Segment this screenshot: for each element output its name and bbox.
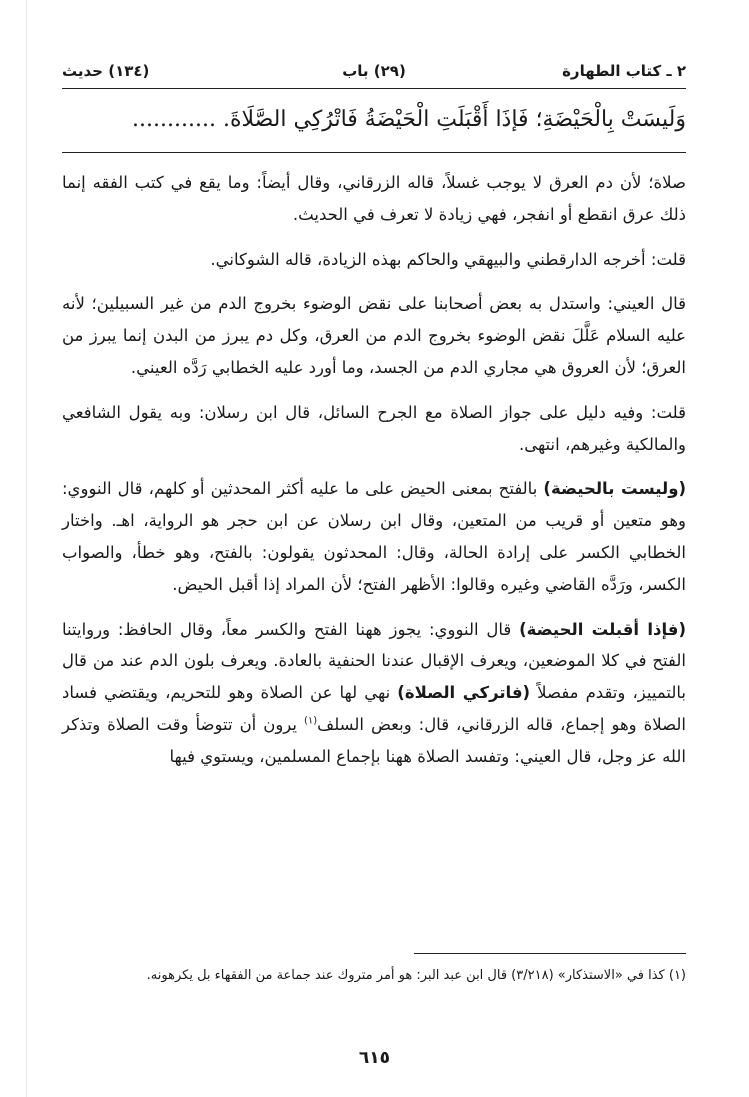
paragraph-3: قال العيني: واستدل به بعض أصحابنا على نقض الوضوء بخروج الدم من غير السبيلين؛ لأنه عليه السلام عَلَّلَ نقض الوضوء بخروج الدم من العرق، وكل دم يبرز من البدن إنما يبرز من العرق؛ لأن العروق هي مجاري الدم من الجسد، وما أورد عليه الخطابي رَدَّه العيني. — [62, 294, 686, 377]
running-header — [62, 62, 686, 86]
footnote-reference[interactable]: (١) — [303, 715, 318, 727]
scan-edge-line — [26, 0, 27, 1097]
paragraph-6-text: قال النووي: يجوز ههنا الفتح والكسر معاً، وقال الحافظ: وروايتنا الفتح في كلا الموضعين، ويعرف الإقبال عندنا الحنفية بالعادة. ويعرف بلون الدم عند من قال بالتمييز، وتقدم مفصلاً — [62, 619, 686, 703]
header-rule — [62, 88, 686, 89]
paragraph-5-text: بالفتح بمعنى الحيض على ما عليه أكثر المحدثين أو كلهم، قال النووي: وهو متعين أو قريب من المتعين، وقال ابن رسلان عن ابن حجر هو الرواية، اهـ. واختار الخطابي الكسر على إرادة الحالة، وقال: المحدثون يقولون: بالفتح، وهو خطأ، والصواب الكسر، ورَدَّه القاضي وغيره وقالوا: الأظهر الفتح؛ لأن المراد إذا أقبل الحيض. — [62, 479, 686, 594]
header-book-title: ٢ ـ كتاب الطهارة — [562, 62, 686, 80]
paragraph-6 — [62, 614, 686, 773]
commentary-body — [62, 167, 686, 773]
paragraph-2: قلت: أخرجه الدارقطني والبيهقي والحاكم بهذه الزيادة، قاله الشوكاني. — [210, 249, 686, 269]
lemma-bold-2: (فاتركي الصلاة) — [397, 683, 531, 703]
paragraph-6-text-after: نهي لها عن الصلاة وهو للتحريم، ويقتضي فساد الصلاة وهو إجماع، قاله الزرقاني، قال: وبعض السلف — [62, 683, 687, 734]
page-number: ٦١٥ — [358, 1048, 391, 1068]
lemma-bold: (فإذا أقبلت الحيضة) — [519, 619, 686, 639]
hadith-separator-rule — [62, 152, 686, 153]
footnote-rule — [414, 953, 686, 954]
paragraph-5 — [62, 473, 686, 600]
hadith-text: وَلَيسَتْ بِالْحَيْضَةِ؛ فَإذَا أَقْبَلَتِ الْحَيْضَةُ فَاتْرُكِي الصَّلَاةَ. ............ — [132, 107, 686, 132]
header-chapter: (٢٩) باب — [342, 62, 406, 80]
header-hadith-number: (١٣٤) حديث — [62, 62, 150, 80]
paragraph-6-text-end: يرون أن تتوضأ وقت الصلاة وتذكر الله عز وجل، قال العيني: وتفسد الصلاة ههنا بإجماع المسلمين، ويستوي فيها — [62, 714, 686, 766]
paragraph-1: صلاة؛ لأن دم العرق لا يوجب غسلاً، قاله الزرقاني، وقال أيضاً: وما يقع في كتب الفقه إنما ذلك عرق انقطع أو انفجر، فهي زيادة لا تعرف في الحديث. — [62, 173, 686, 224]
paragraph-4: قلت: وفيه دليل على جواز الصلاة مع الجرح السائل، قال ابن رسلان: وبه يقول الشافعي والمالكية وغيرهم، انتهى. — [62, 402, 686, 454]
lemma-bold: (وليست بالحيضة) — [543, 479, 686, 499]
footnote: (١) كذا في «الاستذكار» (٣/٢١٨) قال ابن عبد البر: هو أمر متروك عند جماعة من الفقهاء بل يكرهونه. — [146, 968, 686, 983]
